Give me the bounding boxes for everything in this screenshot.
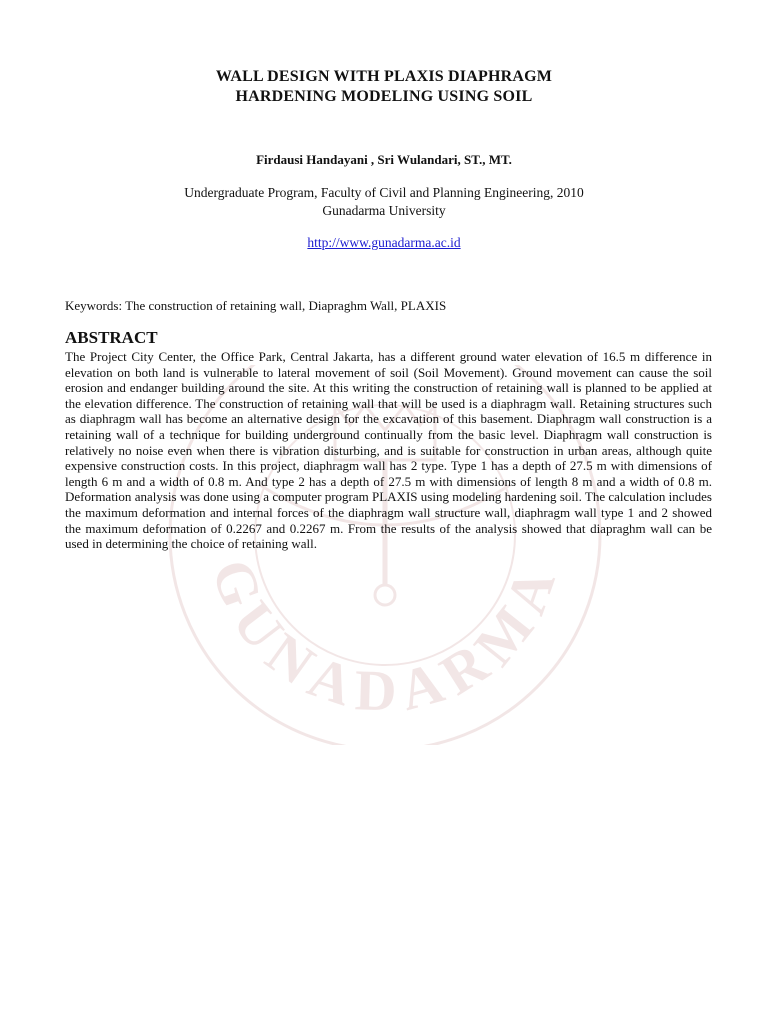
paper-title <box>0 67 768 107</box>
university-link[interactable]: http://www.gunadarma.ac.id <box>307 235 461 250</box>
author-list: Firdausi Handayani , Sri Wulandari, ST., MT. <box>256 152 512 167</box>
url-line <box>0 235 768 251</box>
title-line-2: HARDENING MODELING USING SOIL <box>235 88 533 105</box>
affiliation-line-2: Gunadarma University <box>322 203 446 218</box>
affiliation <box>0 184 768 220</box>
keywords-line <box>65 298 446 314</box>
keywords-label: Keywords <box>65 298 119 313</box>
affiliation-line-1: Undergraduate Program, Faculty of Civil and Planning Engineering, 2010 <box>184 185 584 200</box>
watermark-text: GUNADARMA <box>198 550 571 724</box>
abstract-body: The Project City Center, the Office Park, Central Jakarta, has a different ground water elevation of 16.5 m difference in elevation on both land is vulnerable to lateral movement of soil (Soil Movement). Ground movement can cause the soil erosion and endanger building around the site. At this writing the construction of retaining wall is planned to be applied at the elevation difference. The construction of retaining wall that will be used is a diaphragm wall. Retaining structures such as diaphragm wall has become an alternative design for the excavation of this basement. Diaphragm wall construction is a retaining wall of a technique for building underground continually from the basic level. Diaphragm wall construction is relatively no noise even when there is vibration disturbing, and is suitable for construction in urban areas, although quite expensive construction costs. In this project, diaphragm wall has 2 type. Type 1 has a depth of 27.5 m with dimensions of length 6 m and a width of 0.8 m. And type 2 has a depth of 27.5 m with dimensions of length 8 m and a width of 0.8 m. Deformation analysis was done using a computer program PLAXIS using modeling hardening soil. The calculation includes the maximum deformation and internal forces of the diaphragm wall structure wall, diaphragm wall type 1 and 2 showed the maximum deformation of 0.2267 and 0.2267 m. From the results of the analysis showed that diapraghm wall can be used in determining the choice of retaining wall. <box>65 349 712 552</box>
keywords-text: : The construction of retaining wall, Diapraghm Wall, PLAXIS <box>118 298 447 313</box>
abstract-heading: ABSTRACT <box>65 328 158 347</box>
title-line-1: WALL DESIGN WITH PLAXIS DIAPHRAGM <box>215 68 553 85</box>
